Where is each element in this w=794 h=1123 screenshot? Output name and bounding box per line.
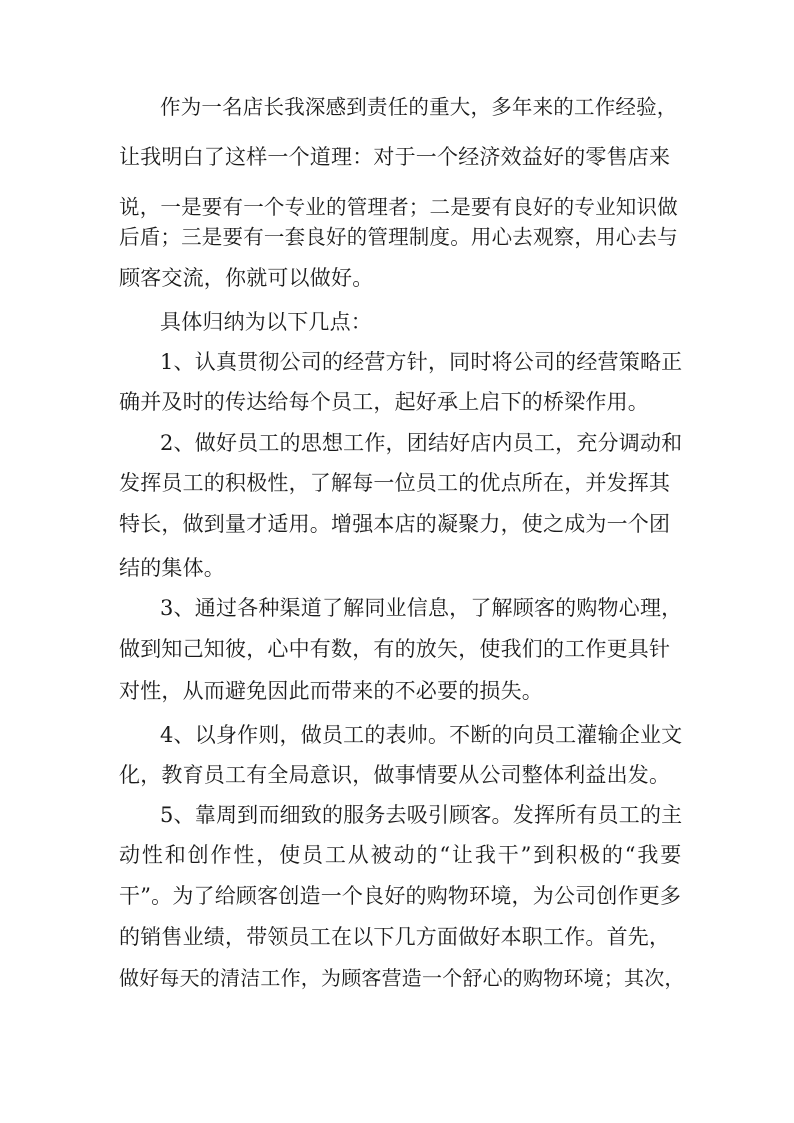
text-line: 特长，做到量才适用。增强本店的凝聚力，使之成为一个团 xyxy=(119,512,671,536)
text-line: 具体归纳为以下几点： xyxy=(160,310,372,334)
text-line: 2、做好员工的思想工作，团结好店内员工，充分调动和 xyxy=(160,431,683,455)
text-line: 顾客交流，你就可以做好。 xyxy=(119,266,374,290)
text-line: 发挥员工的积极性，了解每一位员工的优点所在，并发挥其 xyxy=(119,471,671,495)
text-line: 的销售业绩，带领员工在以下几方面做好本职工作。首先， xyxy=(119,925,671,949)
text-line: 化，教育员工有全局意识，做事情要从公司整体利益出发。 xyxy=(119,763,671,787)
text-line: 动性和创作性，使员工从被动的“让我干”到积极的“我要 xyxy=(119,843,684,867)
text-line: 作为一名店长我深感到责任的重大，多年来的工作经验， xyxy=(160,95,678,119)
text-line: 5、靠周到而细致的服务去吸引顾客。发挥所有员工的主 xyxy=(160,803,683,827)
text-line: 后盾；三是要有一套良好的管理制度。用心去观察，用心去与 xyxy=(119,225,678,249)
text-line: 说，一是要有一个专业的管理者；二是要有良好的专业知识做 xyxy=(119,195,678,219)
text-line: 结的集体。 xyxy=(119,556,225,580)
text-line: 对性，从而避免因此而带来的不必要的损失。 xyxy=(119,679,543,703)
text-line: 做好每天的清洁工作，为顾客营造一个舒心的购物环境；其次， xyxy=(119,966,685,990)
text-line: 确并及时的传达给每个员工，起好承上启下的桥梁作用。 xyxy=(119,390,649,414)
text-line: 干”。为了给顾客创造一个良好的购物环境，为公司创作更多 xyxy=(119,884,682,908)
text-line: 4、以身作则，做员工的表帅。不断的向员工灌输企业文 xyxy=(160,723,683,747)
text-line: 3、通过各种渠道了解同业信息，了解顾客的购物心理， xyxy=(160,596,683,620)
text-line: 让我明白了这样一个道理：对于一个经济效益好的零售店来 xyxy=(119,145,671,169)
text-line: 做到知己知彼，心中有数，有的放矢，使我们的工作更具针 xyxy=(119,637,671,661)
text-line: 1、认真贯彻公司的经营方针，同时将公司的经营策略正 xyxy=(160,350,683,374)
